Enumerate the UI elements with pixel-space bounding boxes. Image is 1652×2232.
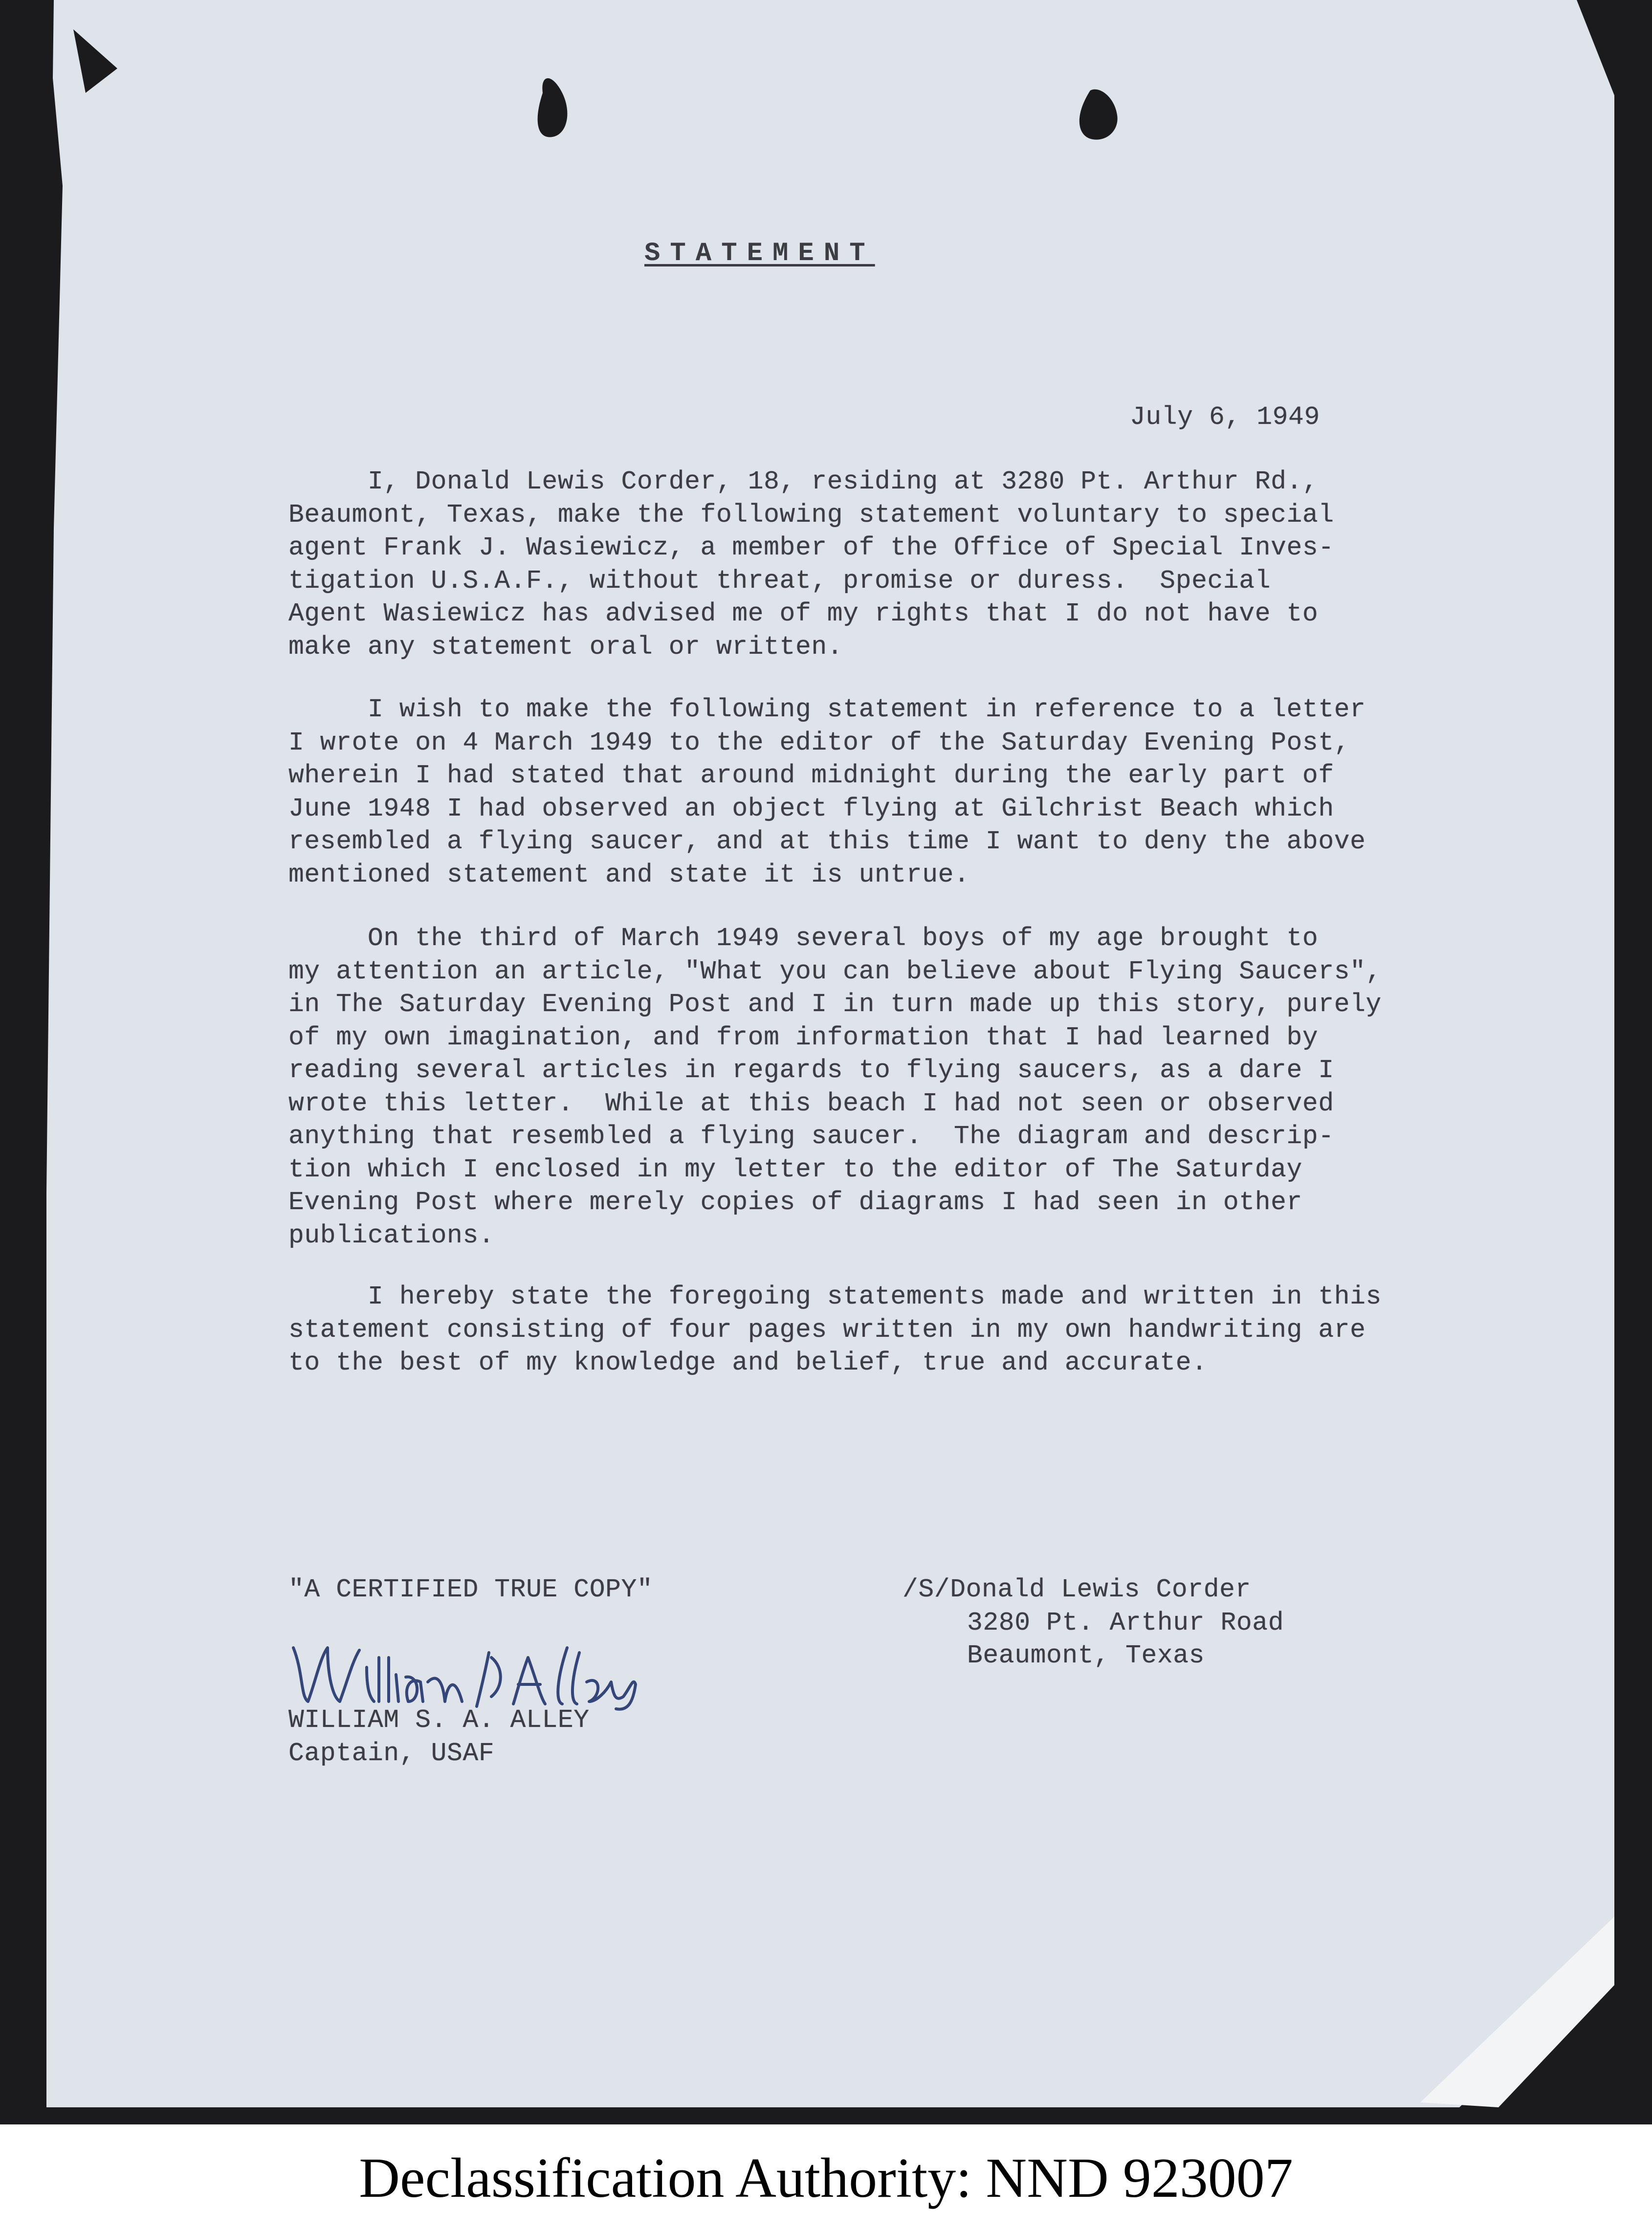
statement-paragraph-1: I, Donald Lewis Corder, 18, residing at 3280 Pt. Arthur Rd., Beaumont, Texas, make the following statement voluntary to special agent Frank J. Wasiewicz, a member of the Office of Special Inves- tigation U.S.A.F., without threat, promise or duress. Special Agent Wasiewicz has advised me of my rights that I do not have to make any statement oral or written. [288, 467, 1334, 662]
signer-address-line-1: 3280 Pt. Arthur Road [967, 1608, 1284, 1637]
statement-signature-line: /S/Donald Lewis Corder [903, 1575, 1251, 1604]
statement-paragraph-3: On the third of March 1949 several boys of my age brought to my attention an article, "What you can believe about Flying Saucers", in The Saturday Evening Post and I in turn made up this story, purely of my own imagination, and from information that I had learned by reading several articles in regards to flying saucers, as a dare I wrote this letter. While at this beach I had not seen or observed anything that resembled a flying saucer. The diagram and descrip- tion which I enclosed in my letter to the editor of The Saturday Evening Post where merely copies of diagrams I had seen in other publications. [288, 924, 1382, 1250]
statement-paragraph-2: I wish to make the following statement in reference to a letter I wrote on 4 March 1949 to the editor of the Saturday Evening Post, wherein I had stated that around midnight during the early part of June 1948 I had observed an object flying at Gilchrist Beach which resembled a flying saucer, and at this time I want to deny the above mentioned statement and state it is untrue. [288, 695, 1366, 889]
declassification-footer: Declassification Authority: NND 923007 [359, 2147, 1293, 2210]
document-title: STATEMENT [644, 239, 875, 268]
certified-true-copy-label: "A CERTIFIED TRUE COPY" [288, 1575, 653, 1604]
signer-address-line-2: Beaumont, Texas [967, 1641, 1205, 1670]
certifier-name: WILLIAM S. A. ALLEY [288, 1705, 590, 1735]
certifier-rank: Captain, USAF [288, 1739, 495, 1768]
statement-paragraph-4: I hereby state the foregoing statements made and written in this statement consisting of four pages written in my own handwriting are to the best of my knowledge and belief, true and accurate. [288, 1282, 1382, 1377]
document-date: July 6, 1949 [1130, 402, 1320, 432]
handwritten-signature-alley [274, 1628, 655, 1711]
